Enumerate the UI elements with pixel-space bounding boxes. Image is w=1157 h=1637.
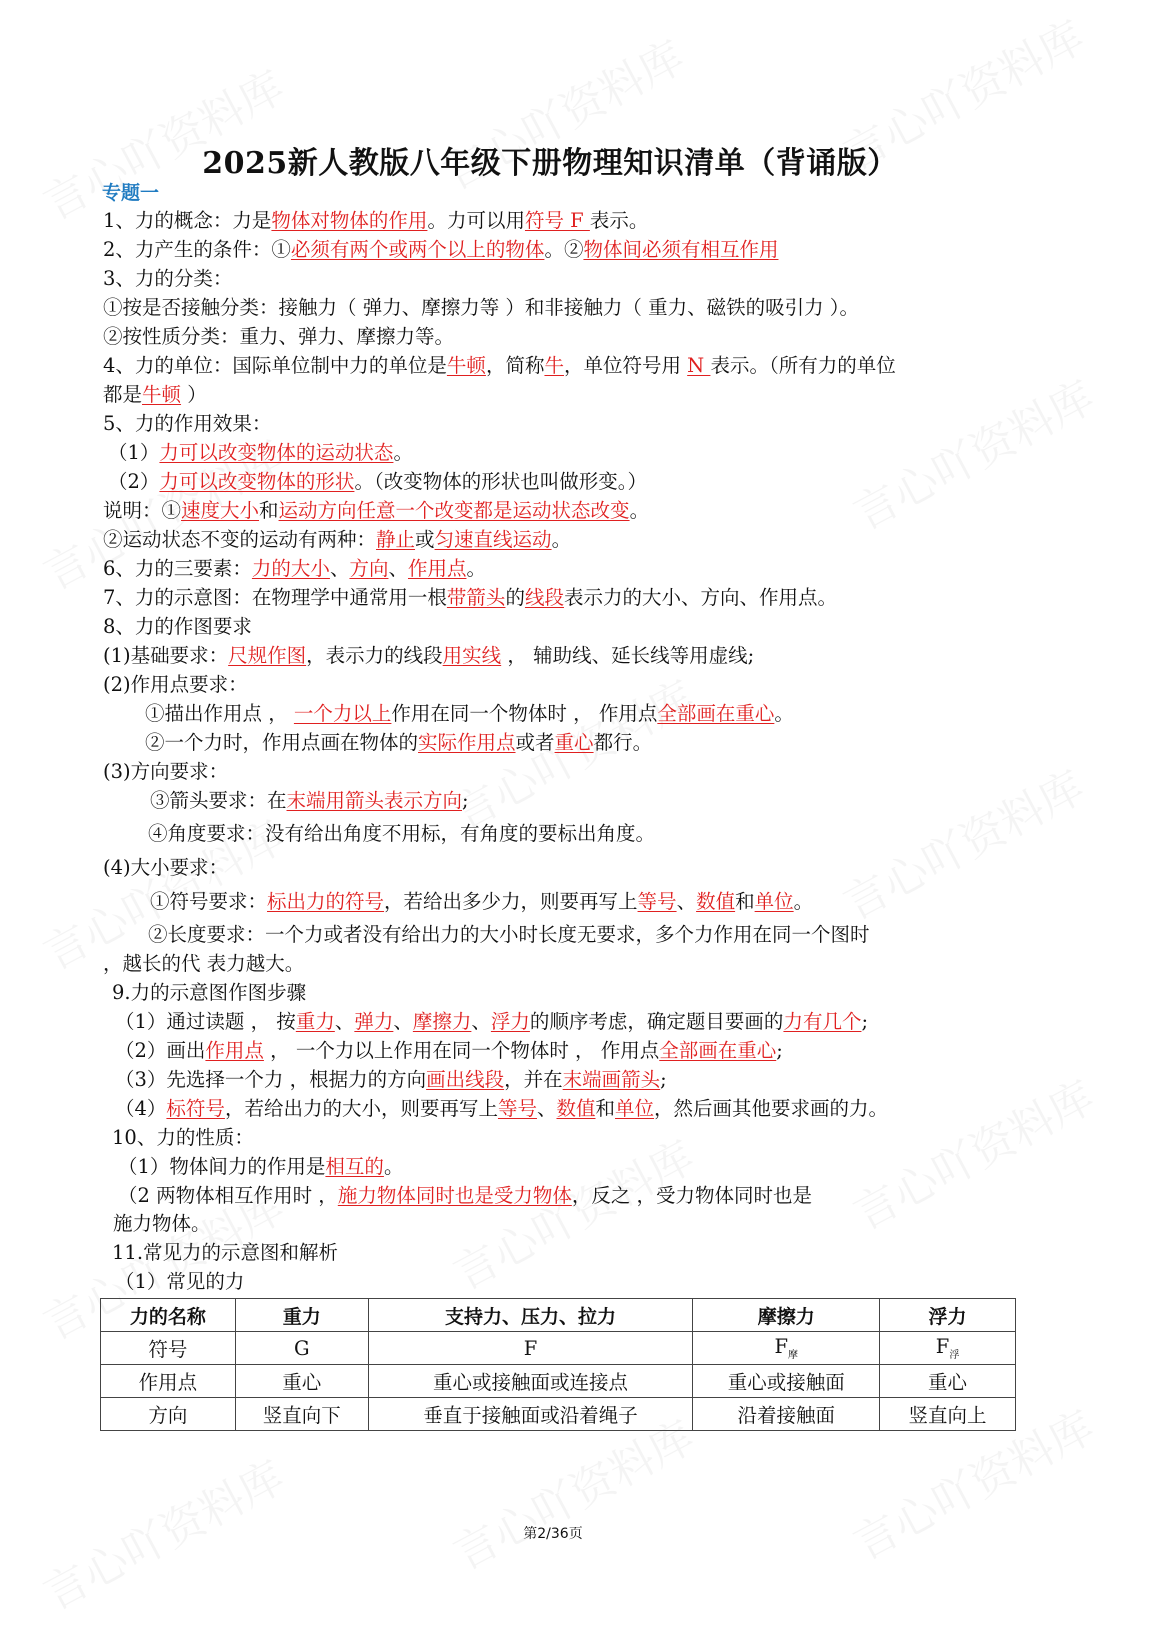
cell-text: 重心或接触面	[727, 1371, 845, 1394]
text-line	[118, 1154, 403, 1180]
text-segment: 的顺序考虑，确定题目要画的	[529, 1010, 784, 1033]
cell-text: 垂直于接触面或沿着绳子	[423, 1404, 638, 1427]
table-cell	[368, 1398, 693, 1431]
text-line	[103, 295, 859, 321]
table-cell	[235, 1365, 368, 1398]
key-term: 重心	[554, 731, 594, 754]
text-line	[115, 1009, 868, 1035]
text-segment: 。	[774, 702, 794, 725]
text-line	[103, 643, 754, 669]
text-line	[103, 556, 486, 582]
cell-text: 重心或接触面或连接点	[432, 1371, 628, 1394]
text-segment: （3）先选择一个力 ，根据力的方向	[115, 1068, 427, 1091]
key-term: 牛顿	[142, 383, 182, 406]
text-segment: 、	[334, 1010, 355, 1033]
page-title: 2025新人教版八年级下册物理知识清单（背诵版）	[202, 146, 898, 181]
key-term: 力的大小	[251, 557, 330, 580]
text-segment: （4）	[115, 1097, 167, 1120]
row-label: 符号	[101, 1332, 236, 1365]
key-term: 作用点	[407, 557, 467, 580]
key-term: N	[687, 354, 711, 377]
text-segment: 、	[388, 557, 408, 580]
text-segment: 9.力的示意图作图步骤	[112, 981, 307, 1004]
text-line	[150, 889, 813, 915]
text-segment: （1）通过读题 ， 按	[115, 1010, 296, 1033]
table-row	[101, 1365, 1016, 1398]
text-segment: 施力物体。	[113, 1212, 211, 1235]
text-line	[103, 585, 837, 611]
text-line	[103, 237, 778, 263]
cell-text: 重心	[282, 1371, 322, 1394]
table-cell	[368, 1365, 693, 1398]
table-cell	[235, 1332, 368, 1365]
text-segment: 、	[536, 1097, 557, 1120]
key-term: 弹力	[354, 1010, 394, 1033]
text-line	[115, 1067, 667, 1093]
text-segment: 。	[383, 1155, 404, 1178]
row-label: 方向	[101, 1398, 236, 1431]
text-line	[108, 440, 413, 466]
table-cell	[693, 1398, 880, 1431]
text-segment: ，单位符号用	[563, 354, 688, 377]
text-line	[145, 701, 794, 727]
text-segment: 、	[471, 1010, 491, 1033]
key-term: 牛顿	[446, 354, 486, 377]
key-term: 浮力	[490, 1010, 530, 1033]
cell-text: 沿着接触面	[737, 1404, 835, 1427]
key-term: 单位	[754, 890, 794, 913]
text-line	[103, 324, 454, 350]
table-header-cell: 力的名称	[101, 1299, 236, 1332]
cell-text: F	[935, 1335, 950, 1359]
table-header-cell: 摩擦力	[693, 1299, 880, 1332]
text-line	[103, 527, 571, 553]
cell-subscript: 摩	[787, 1349, 798, 1361]
text-segment: 和	[735, 890, 755, 913]
key-term: 数值	[696, 890, 736, 913]
key-term: 标符号	[166, 1097, 225, 1120]
text-segment: ）	[181, 383, 207, 406]
key-term: 带箭头	[446, 586, 506, 609]
text-segment: （1）物体间力的作用是	[118, 1155, 326, 1178]
key-term: 牛	[544, 354, 564, 377]
table-cell	[235, 1398, 368, 1431]
key-term: 静止	[376, 528, 416, 551]
table-cell	[693, 1365, 880, 1398]
text-segment: 6、力的三要素：	[103, 557, 252, 580]
table-cell	[368, 1332, 693, 1365]
text-segment: 5、力的作用效果：	[103, 412, 272, 435]
text-segment: 3、力的分类：	[103, 267, 233, 290]
text-line	[115, 1096, 888, 1122]
text-segment: 作用在同一个物体时 ， 作用点	[391, 702, 658, 725]
cell-text: 竖直向下	[262, 1404, 341, 1427]
key-term: 单位	[615, 1097, 655, 1120]
text-line	[112, 980, 306, 1006]
key-term: 运动方向任意一个改变都是运动状态改变	[278, 499, 630, 522]
key-term: 匀速直线运动	[434, 528, 552, 551]
text-segment: ，表示力的线段	[306, 644, 443, 667]
text-segment: ，若给出力的大小，则要再写上	[224, 1097, 498, 1120]
text-segment: (3)方向要求：	[103, 760, 229, 783]
watermark-text	[440, 1122, 703, 1302]
text-segment: 或	[415, 528, 435, 551]
text-segment: (1)基础要求：	[103, 644, 229, 667]
text-segment: (4)大小要求：	[103, 856, 229, 879]
table-cell	[880, 1398, 1016, 1431]
key-term: 末端用箭头表示方向	[286, 789, 463, 812]
text-line	[103, 672, 248, 698]
key-term: 全部画在重心	[657, 702, 775, 725]
text-segment: 。②	[544, 238, 584, 261]
text-segment: 8、力的作图要求	[103, 615, 252, 638]
row-label: 作用点	[101, 1365, 236, 1398]
text-segment: ②按性质分类：重力、弹力、摩擦力等。	[103, 325, 455, 348]
cell-text: G	[293, 1336, 310, 1360]
key-term: 速度大小	[181, 499, 260, 522]
text-segment: ①按是否接触分类：接触力（ 弹力、摩擦力等 ）和非接触力（ 重力、磁铁的吸引力 ）。	[103, 296, 860, 319]
cell-subscript: 浮	[949, 1349, 960, 1361]
text-segment: 都行。	[593, 731, 653, 754]
text-segment: 2、力产生的条件：①	[103, 238, 291, 261]
key-term: 作用点	[205, 1039, 264, 1062]
text-segment: ②长度要求：一个力或者没有给出力的大小时长度无要求，多个力作用在同一个图时	[148, 923, 870, 946]
key-term: 必须有两个或两个以上的物体	[290, 238, 545, 261]
text-segment: 的	[505, 586, 525, 609]
text-line	[103, 411, 271, 437]
key-term: 力有几个	[783, 1010, 862, 1033]
text-segment: （2）	[108, 470, 160, 493]
key-term: 力可以改变物体的运动状态	[159, 441, 394, 464]
key-term: 用实线	[442, 644, 502, 667]
key-term: 画出线段	[426, 1068, 505, 1091]
text-segment: （2）画出	[115, 1039, 206, 1062]
cell-text: F	[523, 1336, 538, 1360]
text-segment: 。	[393, 441, 413, 464]
key-term: 施力物体同时也是受力物体	[337, 1184, 572, 1207]
table-header-row	[101, 1299, 1016, 1332]
key-term: 数值	[556, 1097, 596, 1120]
section-heading: 专题一	[102, 182, 160, 204]
key-term: 等号	[637, 890, 677, 913]
key-term: 相互的	[325, 1155, 384, 1178]
watermark-text	[840, 1062, 1103, 1242]
text-line	[150, 788, 469, 814]
text-segment: （1）	[108, 441, 160, 464]
text-segment: ;	[462, 789, 469, 812]
text-segment: 和	[259, 499, 279, 522]
text-segment: ，反之 ，受力物体同时也是	[571, 1184, 813, 1207]
key-term: 末端画箭头	[562, 1068, 661, 1091]
cell-text: F	[774, 1335, 788, 1359]
text-segment: ②运动状态不变的运动有两种：	[103, 528, 377, 551]
text-segment: 或者	[515, 731, 555, 754]
text-segment: 1、力的概念：力是	[103, 209, 272, 232]
text-line	[115, 1038, 783, 1064]
text-segment: ，简称	[485, 354, 545, 377]
text-segment: 、	[676, 890, 697, 913]
text-line	[103, 951, 304, 977]
key-term: 实际作用点	[418, 731, 516, 754]
text-segment: 。	[793, 890, 814, 913]
text-segment: 。力可以用	[427, 209, 525, 232]
key-term: 物体间必须有相互作用	[583, 238, 779, 261]
cell-text: 重心	[928, 1371, 968, 1394]
text-segment: 11.常见力的示意图和解析	[112, 1241, 339, 1264]
text-segment: ;	[776, 1039, 783, 1062]
text-line	[118, 1183, 812, 1209]
table-cell	[880, 1365, 1016, 1398]
text-segment: 。	[629, 499, 650, 522]
text-segment: 4、力的单位：国际单位制中力的单位是	[103, 354, 447, 377]
text-segment: 。	[466, 557, 487, 580]
text-line	[103, 498, 649, 524]
text-segment: 说明：①	[103, 499, 182, 522]
common-forces-table	[100, 1298, 1016, 1431]
text-segment: 、	[393, 1010, 413, 1033]
page-number: 第2/36页	[523, 1526, 583, 1542]
text-segment: 7、力的示意图：在物理学中通常用一根	[103, 586, 447, 609]
text-segment: 、	[329, 557, 350, 580]
text-segment: ，越长的代 表力越大。	[103, 952, 305, 975]
text-segment: 10、力的性质：	[112, 1126, 254, 1149]
text-segment: ，若给出多少力，则要再写上	[384, 890, 638, 913]
key-term: 方向	[349, 557, 389, 580]
table-row	[101, 1398, 1016, 1431]
text-line	[103, 208, 648, 234]
text-line	[103, 759, 228, 785]
text-line	[103, 614, 252, 640]
text-line	[103, 266, 232, 292]
key-term: 摩擦力	[412, 1010, 472, 1033]
text-line	[145, 730, 652, 756]
text-line	[112, 1125, 254, 1151]
text-segment: 都是	[103, 383, 143, 406]
cell-text: 竖直向上	[908, 1404, 987, 1427]
text-line	[112, 1240, 338, 1266]
text-segment: ， 辅助线、延长线等用虚线;	[501, 644, 755, 667]
key-term: 等号	[497, 1097, 537, 1120]
table-cell	[693, 1332, 880, 1365]
key-term: 力可以改变物体的形状	[159, 470, 355, 493]
text-segment: ，然后画其他要求画的力。	[654, 1097, 889, 1120]
text-segment: ， 一个力以上作用在同一个物体时 ， 作用点	[263, 1039, 660, 1062]
text-segment: 和	[595, 1097, 616, 1120]
text-line	[103, 855, 228, 881]
watermark-text	[830, 752, 1093, 932]
text-line	[113, 1211, 211, 1237]
text-line	[108, 469, 647, 495]
key-term: 全部画在重心	[659, 1039, 777, 1062]
text-segment: ②一个力时，作用点画在物体的	[145, 731, 419, 754]
text-segment: ，并在	[504, 1068, 563, 1091]
text-segment: ④角度要求：没有给出角度不用标，有角度的要标出角度。	[148, 822, 656, 845]
key-term: 物体对物体的作用	[271, 209, 428, 232]
text-segment: 表示力的大小、方向、作用点。	[563, 586, 837, 609]
text-segment: （1）常见的力	[115, 1270, 245, 1293]
key-term: 标出力的符号	[267, 890, 385, 913]
key-term: 符号 F	[524, 209, 590, 232]
text-segment: ①描出作用点 ，	[145, 702, 294, 725]
text-line	[148, 821, 655, 847]
key-term: 一个力以上	[293, 702, 392, 725]
table-row	[101, 1332, 1016, 1365]
table-header-cell: 支持力、压力、拉力	[368, 1299, 693, 1332]
table-header-cell: 浮力	[880, 1299, 1016, 1332]
table-cell	[880, 1332, 1016, 1365]
table-header-cell: 重力	[235, 1299, 368, 1332]
text-line	[115, 1269, 244, 1295]
text-segment: ①符号要求：	[150, 890, 268, 913]
text-segment: ;	[861, 1010, 869, 1033]
text-segment: 表示。（所有力的单位	[710, 354, 896, 377]
watermark-text	[840, 362, 1103, 542]
text-segment: ;	[660, 1068, 667, 1091]
text-line	[103, 353, 896, 379]
text-segment: 。	[551, 528, 572, 551]
text-segment: ③箭头要求：在	[150, 789, 287, 812]
text-segment: (2)作用点要求：	[103, 673, 248, 696]
key-term: 线段	[524, 586, 564, 609]
key-term: 重力	[295, 1010, 335, 1033]
text-segment: 。（改变物体的形状也叫做形变。）	[354, 470, 647, 493]
text-line	[103, 382, 207, 408]
text-segment: 表示。	[589, 209, 649, 232]
text-line	[148, 922, 870, 948]
key-term: 尺规作图	[228, 644, 307, 667]
text-segment: （2 两物体相互作用时 ，	[118, 1184, 338, 1207]
